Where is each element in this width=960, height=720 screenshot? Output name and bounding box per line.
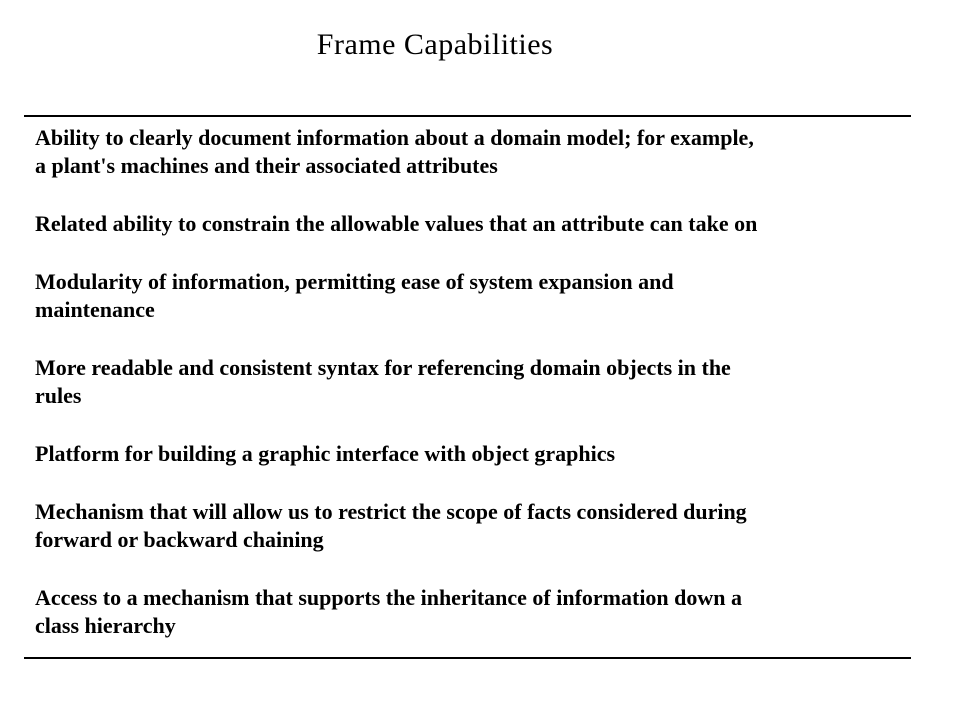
capability-line: Ability to clearly document information about a domain model; for example, bbox=[35, 125, 754, 150]
capability-item-5 bbox=[35, 440, 905, 468]
capability-line: Access to a mechanism that supports the inheritance of information down a bbox=[35, 585, 743, 610]
capability-line: maintenance bbox=[35, 297, 155, 322]
capability-item-2 bbox=[35, 210, 905, 238]
capability-item-3 bbox=[35, 268, 905, 324]
capability-list bbox=[35, 124, 905, 670]
capability-line: rules bbox=[35, 383, 82, 408]
capability-line: class hierarchy bbox=[35, 613, 176, 638]
capability-line: Platform for building a graphic interface with object graphics bbox=[35, 441, 616, 466]
capability-line: forward or backward chaining bbox=[35, 527, 324, 552]
bottom-divider bbox=[24, 657, 911, 659]
capability-item-4 bbox=[35, 354, 905, 410]
capability-line: a plant's machines and their associated attributes bbox=[35, 153, 498, 178]
capability-item-6 bbox=[35, 498, 905, 554]
capability-item-1 bbox=[35, 124, 905, 180]
capability-item-7 bbox=[35, 584, 905, 640]
capability-line: Related ability to constrain the allowable values that an attribute can take on bbox=[35, 211, 758, 236]
top-divider bbox=[24, 115, 911, 117]
capability-line: Mechanism that will allow us to restrict the scope of facts considered during bbox=[35, 499, 747, 524]
slide-title: Frame Capabilities bbox=[316, 28, 554, 61]
capability-line: Modularity of information, permitting ease of system expansion and bbox=[35, 269, 674, 294]
capability-line: More readable and consistent syntax for referencing domain objects in the bbox=[35, 355, 731, 380]
